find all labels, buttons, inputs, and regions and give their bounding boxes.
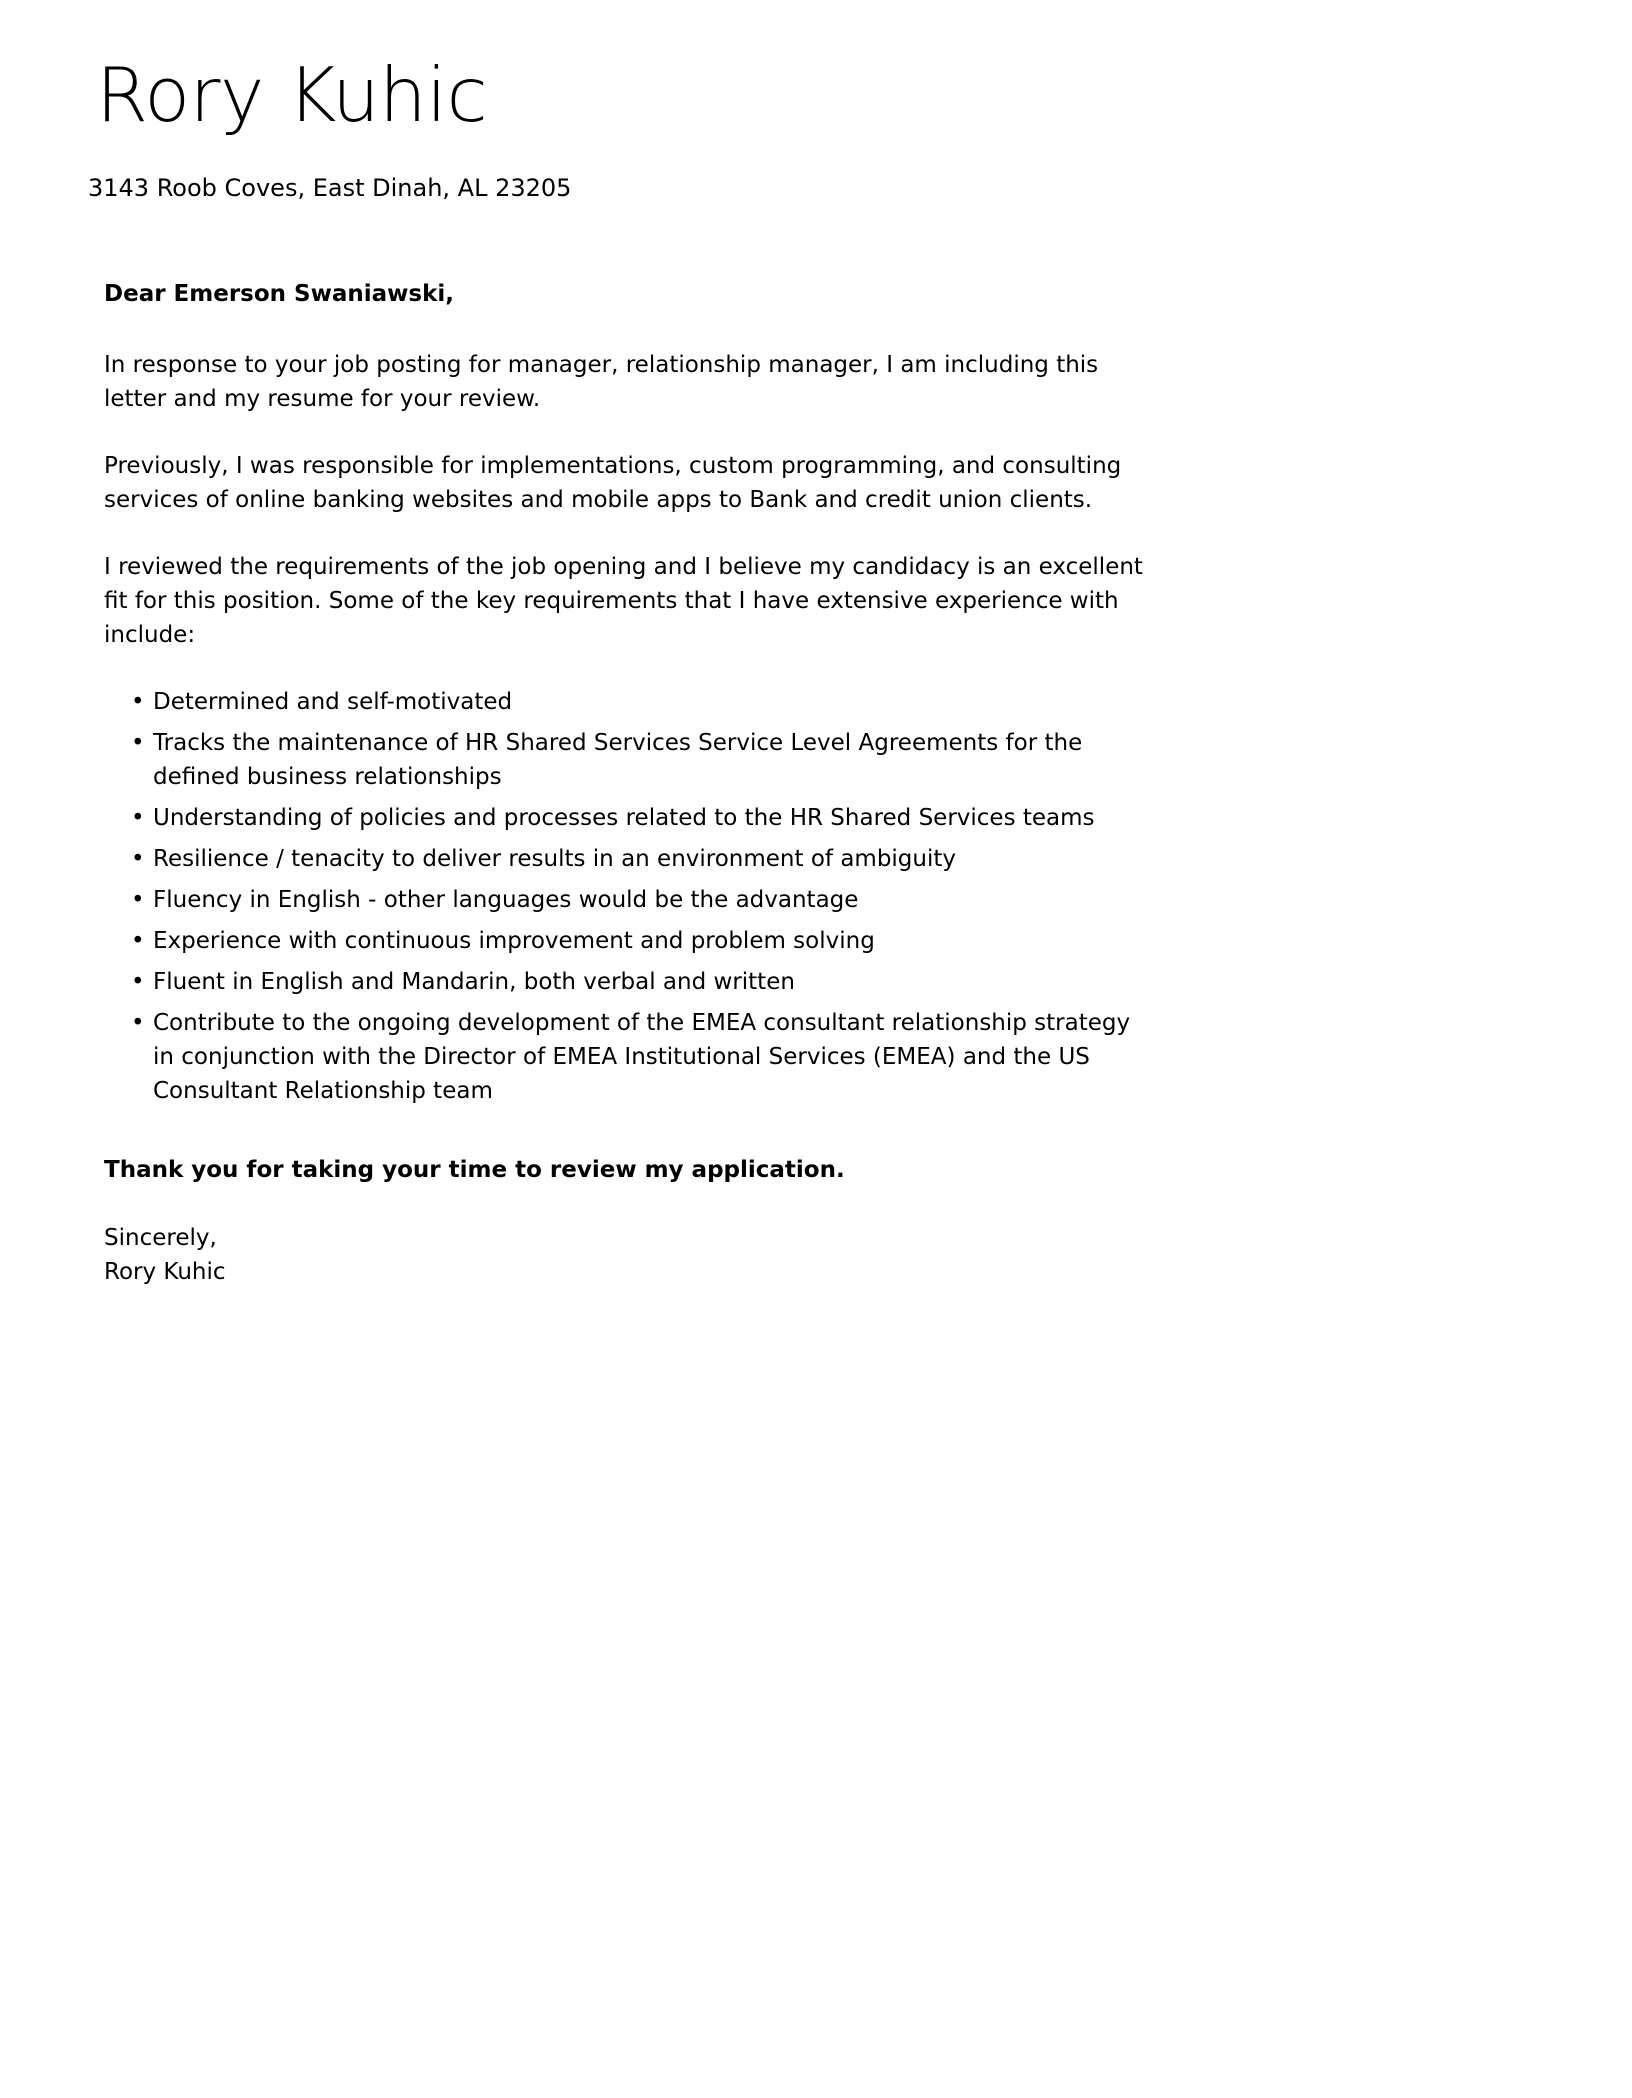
list-item: • Fluency in English - other languages would be the advantage <box>104 883 1152 917</box>
body-paragraph-2: Previously, I was responsible for implementations, custom programming, and consulting services of online banking websites and mobile apps to Bank and credit union clients. <box>104 452 1122 513</box>
list-item: • Contribute to the ongoing development of the EMEA consultant relationship strategy in conjunction with the Director of EMEA Institutional Services (EMEA) and the US Consultant Relationship team <box>104 1006 1152 1108</box>
body-paragraph-1: In response to your job posting for manager, relationship manager, I am including this letter and my resume for your review. <box>104 351 1099 412</box>
list-item: • Fluent in English and Mandarin, both verbal and written <box>104 965 1152 999</box>
candidate-address: 3143 Roob Coves, East Dinah, AL 23205 <box>88 174 572 202</box>
list-item: • Tracks the maintenance of HR Shared Services Service Level Agreements for the defined business relationships <box>104 726 1152 794</box>
list-item: • Resilience / tenacity to deliver results in an environment of ambiguity <box>104 842 1152 876</box>
salutation: Dear Emerson Swaniawski, <box>104 281 455 308</box>
requirements-list <box>104 685 1152 1108</box>
closing-salutation: Sincerely, <box>104 1224 217 1251</box>
signature-name: Rory Kuhic <box>104 1258 226 1285</box>
letter-header <box>88 0 1152 204</box>
letter-body <box>104 277 1152 1289</box>
letter-content <box>88 0 1152 1289</box>
signoff-block <box>104 1221 1152 1289</box>
list-item: • Experience with continuous improvement and problem solving <box>104 924 1152 958</box>
list-item: • Determined and self-motivated <box>104 685 1152 719</box>
body-paragraph-3: I reviewed the requirements of the job opening and I believe my candidacy is an excellent fit for this position. Some of the key requirements that I have extensive experience with include: <box>104 553 1143 648</box>
candidate-name: Rory Kuhic <box>96 51 488 139</box>
list-item: • Understanding of policies and processes related to the HR Shared Services teams <box>104 801 1152 835</box>
closing-thanks: Thank you for taking your time to review my application. <box>104 1157 845 1184</box>
